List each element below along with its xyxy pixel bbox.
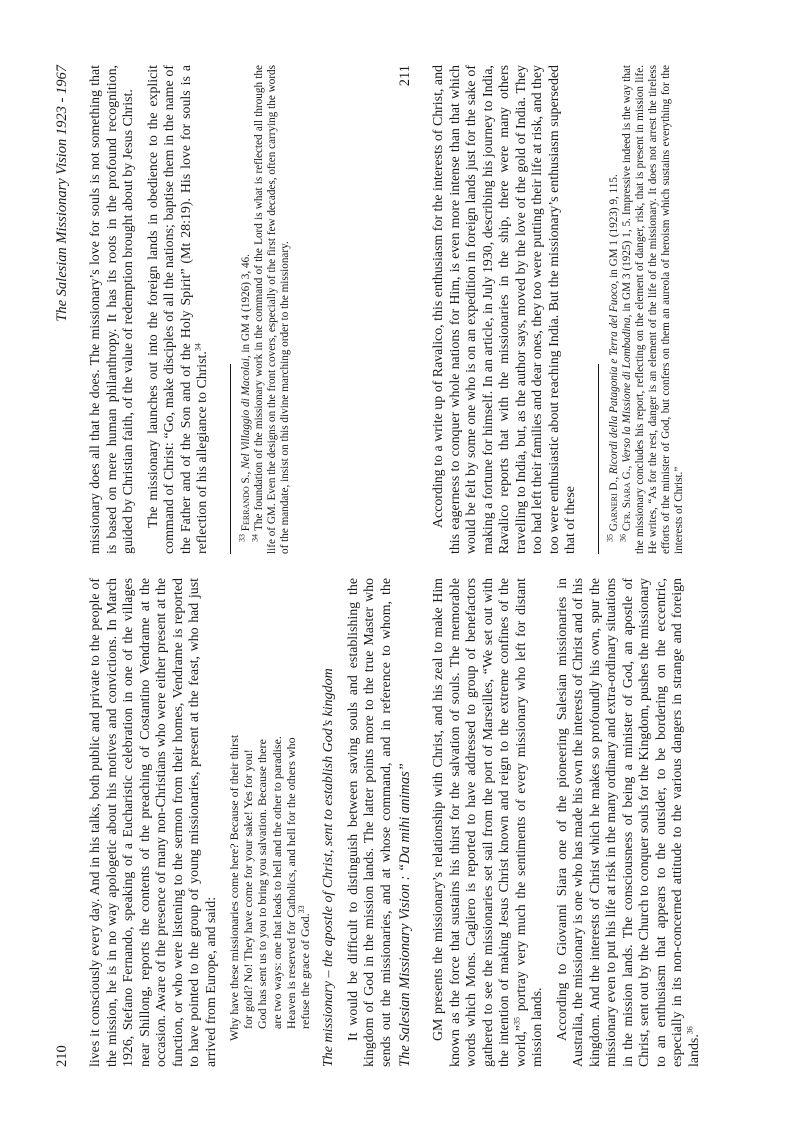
footnote — [604, 65, 621, 554]
running-title: The Salesian Missionary Vision : “Da mihi animas” — [397, 763, 413, 1067]
quote-line: are two ways: one that leads to hell and the other to paradise. — [269, 736, 284, 1029]
footnote — [236, 65, 253, 554]
paragraph-text: According to Giovanni Siara one of the pioneering Salesian missionaries in Australia, the missionary is one who has made his own the interests of Christ and of his kingdom. And the interests of Christ which he makes so profoundly his own, spur the missionary even to put his life at risk in the many ordinary and extra-ordinary situations in the mission lands. The consciousness of being a minister of God, an apostle of Christ, sent out by the Church to conquer souls for the Kingdom, pushes the missionary to an enthusiasm that appears to the outsider, to be bordering on the eccentric, especially in its non-concerned attitude to the various dangers in strange and foreign lands. — [554, 578, 702, 1067]
footnote-title: Ricordi della Patagonia e Terra del Fuoco, — [607, 280, 620, 475]
paragraph: It would be difficult to distinguish between saving souls and establishing the kingdom of God in the mission lands. The latter points more to the true Master who sends out the missionaries, and at whose command, and in reference to whom, the missionary does all that he does. The missionary’s love for souls is not something that is based on mere human philanthropy. It has its roots in the profound recognition, guided by Christian faith, of the value of redemption brought about by Jesus Christ. — [88, 65, 394, 1067]
paragraph — [146, 65, 212, 554]
footnote — [249, 65, 292, 554]
footnotes — [598, 65, 686, 554]
footnote-author: Garneri D., — [607, 476, 620, 532]
quote-line: for gold? No! They have come for your sake! Yes for you! — [241, 749, 256, 1029]
footnote-author: Cfr. Siara G., — [620, 465, 633, 532]
paragraph-text: portray very much the sentiments of every missionary who left for distant mission lands. — [513, 578, 545, 1067]
footnote-author: Ferrando S., — [239, 471, 252, 532]
footnote — [617, 64, 686, 554]
footnote-number: 34 — [249, 534, 259, 542]
quote-line — [298, 592, 312, 1041]
footnote-number: 33 — [236, 534, 246, 542]
page-number: 211 — [397, 65, 413, 87]
footnote-ref: 35 — [511, 1016, 521, 1025]
running-title: The Salesian Missionary Vision 1923 - 1967 — [54, 65, 70, 322]
footnote-title: Nel Villaggio di Macolai, — [239, 355, 252, 469]
running-head — [397, 65, 415, 1067]
paragraph-text: The missionary launches out into the foreign lands in obedience to the explicit command of Christ: “Go, make disciples of all the nations; baptise them in the name of the Father and of the Son and of the Holy Spirit” (Mt 28:19). His love for souls is a reflection of his allegiance to Christ. — [145, 65, 210, 554]
quote-line: God has sent us to you to bring you salvation. Because there — [255, 739, 270, 1029]
footnote-ref: 33 — [297, 905, 307, 914]
footnote-rest: in GM 1 (1923) 9, 115. — [607, 174, 620, 278]
page-body — [431, 65, 739, 1067]
footnotes — [230, 65, 292, 554]
footnote-rest: in GM 4 (1926) 3, 46. — [239, 254, 252, 353]
footnote-ref: 36 — [684, 1026, 694, 1035]
quote-line: Heaven is reserved for Catholics, and hell for the others who — [283, 737, 298, 1029]
footnote-number: 35 — [604, 534, 614, 542]
footnote-rule — [598, 364, 599, 554]
page-number: 210 — [54, 1045, 70, 1067]
section-heading: The missionary – the apostle of Christ, sent to establish God’s kingdom — [321, 668, 337, 1067]
paragraph: lives it consciously every day. And in his talks, both public and private to the people of the mission, he is in no way apologetic about his motives and convictions. In March 1926, Stefano Fernando, speaking of a Eucharistic celebration in one of the villages near Shillong, reports the contents of the preaching of Costantino Vendrame at the occasion. Aware of the presence of many non-Christians who were either present at the function, or who were listening to the sermon from their homes, Vendrame is reported to have pointed to the group of young missionaries, present at the feast, who had just arrived from Europe, and said: — [88, 578, 219, 1067]
footnote-number: 36 — [617, 534, 627, 542]
quote-line-text: refuse the grace of God. — [298, 913, 313, 1029]
quote-line: Why have these missionaries come here? Because of their thirst — [227, 734, 241, 1041]
footnote-rest: in GM 3 (1925) 1, 5. Impressive indeed is the way that the missionary concludes his report, reflecting on the element of danger, risk, that is present in mission life. He writes, “As for the rest, danger is an element of the life of the missionary. It does not arrest the tireless efforts of the minister of God, but confers on them an aureola of heroism which sustains everything for the interests of Christ.” — [620, 64, 685, 554]
footnote-title: Verso la Missione di Lombadina, — [620, 314, 633, 463]
page-body — [88, 65, 396, 1067]
paragraph-text: GM presents the missionary’s relationship with Christ, and his zeal to make Him known as the force that sustains his thirst for the salvation of souls. The memorable words which Mons. Cagliero is reported to have addressed to group of benefactors gathered to see the missionaries set sail from the port of Marseilles, “We set out with the intention of making Jesus Christ known and reign to the extreme confines of the world,” — [431, 578, 529, 1067]
paragraph — [555, 578, 704, 1067]
paragraph: According to a write up of Ravalico, this enthusiasm for the interests of Christ, and this eagerness to conquer whole nations for Him, is even more intense than that which would be felt by some one who is on an expedition in foreign lands just for the sake of making a fortune for himself. In an article, in July 1930, describing his journey to India, Ravalico reports that with the missionaries in the ship, there were many others travelling to India, but, as the author says, moved by the love of the gold of India. They too had left their families and dear ones, they too were putting their life at risk, and they too were enthusiastic about reaching India. But the missionary’s enthusiasm superseded that of these — [431, 65, 578, 554]
footnote-rule — [230, 364, 231, 554]
paragraph — [431, 578, 547, 1067]
running-head — [54, 65, 72, 1067]
footnote-rest: The foundation of the missionary work in the command of the Lord is what is reflected all through the life of GM. Even the designs on the front covers, especially of the first few decades, often carrying the words of the mandate, insist on this divine marching order to the missionary. — [252, 65, 291, 554]
footnote-ref: 34 — [193, 343, 203, 352]
page-210 — [54, 65, 396, 1067]
page-211 — [397, 65, 739, 1067]
block-quote — [227, 592, 312, 1053]
